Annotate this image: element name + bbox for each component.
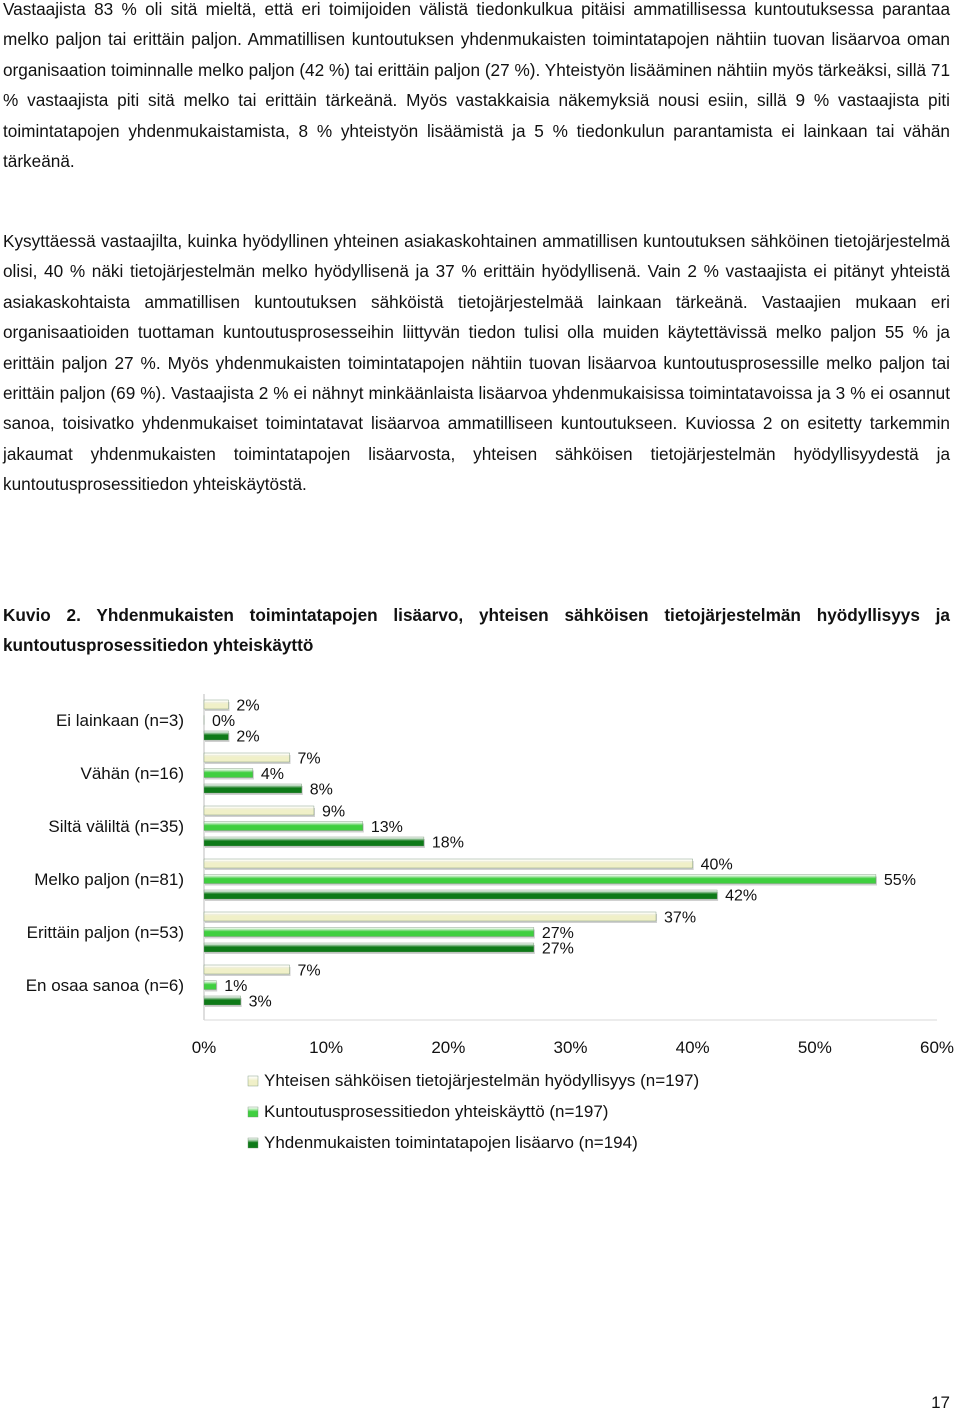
category-label: Vähän (n=16) — [80, 764, 184, 783]
data-label: 42% — [725, 887, 758, 905]
data-label: 3% — [248, 993, 272, 1011]
data-label: 0% — [212, 713, 236, 730]
bar — [204, 965, 290, 974]
bar — [204, 753, 290, 762]
data-label: 8% — [309, 781, 333, 799]
bar — [204, 928, 534, 937]
data-label: 27% — [541, 940, 574, 958]
legend-swatch — [248, 1107, 258, 1117]
data-label: 1% — [224, 978, 248, 995]
bar — [204, 731, 228, 740]
bar — [204, 700, 228, 709]
category-label: Erittäin paljon (n=53) — [26, 923, 184, 942]
x-tick-label: 60% — [919, 1038, 955, 1057]
figure-caption — [3, 600, 950, 661]
data-label: 4% — [260, 766, 284, 783]
legend-label: Yhdenmukaisten toimintatapojen lisäarvo (n=194) — [264, 1133, 638, 1152]
data-label: 7% — [297, 962, 321, 980]
x-tick-label: 0% — [191, 1038, 217, 1057]
data-label: 27% — [541, 925, 574, 942]
bar — [204, 784, 302, 793]
x-tick-label: 30% — [553, 1038, 588, 1057]
data-label: 55% — [883, 872, 916, 889]
legend-label: Yhteisen sähköisen tietojärjestelmän hyödyllisyys (n=197) — [264, 1071, 700, 1090]
bar — [204, 981, 216, 990]
bar — [204, 875, 876, 884]
bar — [204, 822, 363, 831]
body-paragraph-2: Kysyttäessä vastaajilta, kuinka hyödyllinen yhteinen asiakaskohtainen ammatillisen kuntoutuksen sähköinen tietojärjestelmä olisi, 40 % näki tietojärjestelmän melko hyödyllisenä ja 37 % erittäin hyödyllisenä. Vain 2 % vastaajista ei pitänyt yhteistä asiakaskohtaista ammatillisen kuntoutuksen sähköistä tietojärjestelmää lainkaan tärkeänä. Vastaajien mukaan eri organisaatioiden tuottaman kuntoutusprosesseihin liittyvän tiedon tulisi olla muiden käytettävissä melko paljon 55 % ja erittäin paljon 27 %. Myös yhdenmukaisten toimintatapojen nähtiin tuovan lisäarvoa kuntoutusprosessille melko paljon tai erittäin paljon (69 %). Vastaajista 2 % ei nähnyt minkäänlaista lisäarvoa yhdenmukaisissa toimintatavoissa ja 3 % ei osannut sanoa, toisivatko yhdenmukaiset toimintatavat lisäarvoa ammatilliseen kuntoutukseen. Kuviossa 2 on esitetty tarkemmin jakaumat yhdenmukaisten toimintatapojen lisäarvosta, yhteisen sähköisen tietojärjestelmän hyödyllisyydestä ja kuntoutusprosessitiedon yhteiskäytöstä. — [3, 231, 950, 495]
x-tick-label: 50% — [797, 1038, 832, 1057]
bar — [204, 859, 693, 868]
data-label: 37% — [664, 909, 697, 927]
bar — [204, 837, 424, 846]
bar — [204, 890, 717, 899]
legend-label: Kuntoutusprosessitiedon yhteiskäyttö (n=197) — [264, 1102, 609, 1121]
bar — [204, 912, 656, 921]
legend-swatch — [248, 1076, 258, 1086]
legend-swatch — [248, 1138, 258, 1148]
data-label: 18% — [431, 834, 464, 852]
body-paragraph-1: Vastaajista 83 % oli sitä mieltä, että eri toimijoiden välistä tiedonkulkua pitäisi ammatillisessa kuntoutuksessa parantaa melko paljon tai erittäin paljon. Ammatillisen kuntoutuksen yhdenmukaisten toimintatapojen nähtiin tuovan lisäarvoa oman organisaation toiminnalle melko paljon (42 %) tai erittäin paljon (27 %). Yhteistyön lisääminen nähtiin myös tärkeäksi, sillä 71 % vastaajista piti sitä melko tai erittäin tärkeänä. Myös vastakkaisia näkemyksiä nousi esiin, sillä 9 % vastaajista piti toimintatapojen yhdenmukaistamista, 8 % yhteistyön lisäämistä ja 5 % tiedonkulun parantamista ei lainkaan tai vähän tärkeänä. — [3, 0, 950, 172]
x-tick-label: 20% — [431, 1038, 466, 1057]
bar — [204, 806, 314, 815]
category-label: Ei lainkaan (n=3) — [55, 711, 184, 730]
category-label: En osaa sanoa (n=6) — [25, 976, 184, 995]
figure-caption-text: Yhdenmukaisten toimintatapojen lisäarvo, yhteisen sähköisen tietojärjestelmän hyödyllisyys ja kuntoutusprosessitiedon yhteiskäyttö — [3, 605, 950, 656]
category-label: Melko paljon (n=81) — [34, 870, 184, 889]
category-label: Siltä väliltä (n=35) — [48, 817, 184, 836]
data-label: 2% — [236, 697, 260, 715]
data-label: 40% — [700, 856, 733, 874]
x-tick-label: 40% — [675, 1038, 710, 1057]
x-tick-label: 10% — [309, 1038, 344, 1057]
data-label: 9% — [321, 803, 346, 821]
bar — [204, 769, 253, 778]
bar — [204, 943, 534, 952]
page-number: 17 — [931, 1393, 950, 1412]
data-label: 7% — [297, 750, 321, 768]
bar-chart — [0, 690, 960, 1160]
bar — [204, 996, 241, 1005]
data-label: 13% — [370, 819, 403, 836]
figure-caption-label: Kuvio 2. — [3, 605, 81, 625]
data-label: 2% — [236, 728, 260, 746]
